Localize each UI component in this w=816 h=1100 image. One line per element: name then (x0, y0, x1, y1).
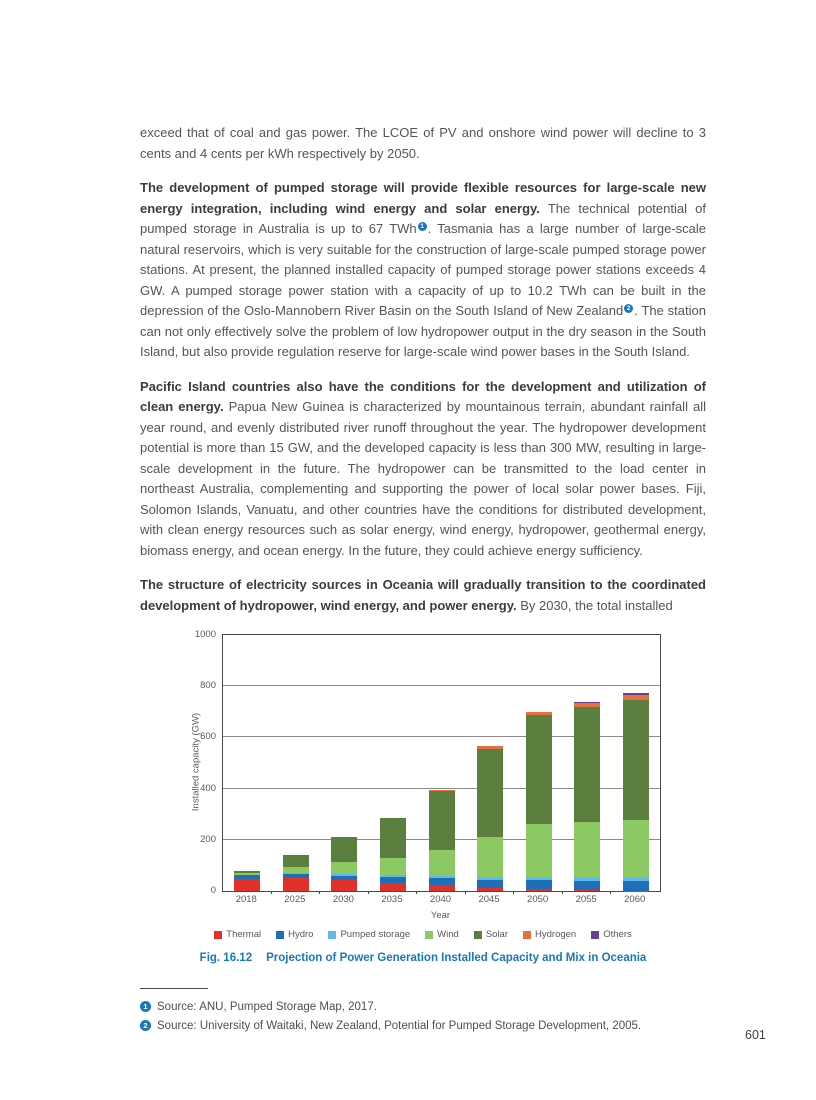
footnote-divider (140, 988, 208, 989)
bar-segment-2035-solar (380, 818, 406, 858)
legend-swatch-icon (214, 931, 222, 939)
legend-label: Thermal (226, 929, 262, 940)
paragraph-3 (140, 377, 706, 562)
x-tick-label-2055: 2055 (575, 894, 597, 905)
x-axis-tick (271, 891, 272, 894)
body-text-column (140, 123, 706, 1036)
bar-segment-2060-thermal (623, 891, 649, 892)
legend-item-pumped-storage (328, 929, 410, 940)
legend-swatch-icon (591, 931, 599, 939)
legend-swatch-icon (276, 931, 284, 939)
bar-segment-2040-solar (429, 791, 455, 850)
bar-segment-2030-wind (331, 862, 357, 874)
figure-16-12 (140, 630, 706, 970)
bar-segment-2050-solar (526, 715, 552, 823)
y-tick-label-0: 0 (210, 885, 216, 896)
stacked-bar-2045 (477, 746, 503, 891)
footnote-2-number-icon: 2 (140, 1020, 151, 1031)
bar-segment-2055-thermal (574, 890, 600, 891)
bar-segment-2025-solar (283, 855, 309, 867)
legend-swatch-icon (425, 931, 433, 939)
x-axis-tick (562, 891, 563, 894)
x-tick-label-2030: 2030 (332, 894, 354, 905)
legend-item-solar (474, 929, 508, 940)
legend-item-wind (425, 929, 459, 940)
chart-plot-area (222, 634, 661, 892)
footnote-2 (140, 1017, 706, 1036)
x-tick-label-2018: 2018 (235, 894, 257, 905)
legend-swatch-icon (474, 931, 482, 939)
x-axis-tick (465, 891, 466, 894)
legend-item-hydro (276, 929, 313, 940)
legend-swatch-icon (328, 931, 336, 939)
paragraph-2-text-1: The technical potential of pumped storage in Australia is up to 67 TWh (140, 200, 706, 236)
stacked-bar-2030 (331, 837, 357, 891)
bar-segment-2045-thermal (477, 888, 503, 891)
footnote-1-number-icon: 1 (140, 1001, 151, 1012)
bar-segment-2040-thermal (429, 885, 455, 891)
bar-segment-2050-hydro (526, 880, 552, 889)
bar-segment-2050-wind (526, 824, 552, 877)
paragraph-1-text: exceed that of coal and gas power. The LCOE of PV and onshore wind power will decline to 3 cents and 4 cents per kWh respectively by 2050. (140, 125, 706, 161)
paragraph-2-lead: The development of pumped storage will provide flexible resources for large-scale new energy integration, including wind energy and solar energy. (140, 180, 706, 216)
bar-segment-2055-hydro (574, 881, 600, 890)
paragraph-3-lead: Pacific Island countries also have the conditions for the development and utilization of clean energy. (140, 378, 706, 414)
x-axis-tick (368, 891, 369, 894)
legend-item-thermal (214, 929, 261, 940)
x-axis-tick (513, 891, 514, 894)
footnotes-section (140, 988, 706, 1036)
bar-segment-2055-wind (574, 822, 600, 877)
legend-item-hydrogen (523, 929, 576, 940)
legend-label: Hydro (288, 929, 314, 940)
bar-segment-2045-solar (477, 749, 503, 837)
y-axis-tick-labels (140, 630, 216, 894)
legend-label: Pumped storage (340, 929, 411, 940)
stacked-bar-2040 (429, 790, 455, 891)
x-axis-tick (416, 891, 417, 894)
paragraph-4-text: By 2030, the total installed (516, 597, 673, 613)
bar-segment-2018-thermal (234, 879, 260, 891)
legend-label: Wind (437, 929, 459, 940)
y-tick-label-600: 600 (200, 731, 216, 743)
x-tick-label-2040: 2040 (429, 894, 452, 905)
bar-segment-2030-solar (331, 837, 357, 863)
stacked-bar-2035 (380, 818, 406, 891)
figure-caption-label: Fig. 16.12 (199, 952, 253, 964)
legend-swatch-icon (523, 931, 531, 939)
page-number: 601 (745, 1028, 766, 1042)
x-tick-label-2025: 2025 (284, 894, 306, 905)
footnote-1-text: Source: ANU, Pumped Storage Map, 2017. (157, 1001, 377, 1013)
figure-caption (140, 952, 706, 964)
footnote-2-text: Source: University of Waitaki, New Zealand, Potential for Pumped Storage Development, 2005. (157, 1020, 642, 1032)
bar-segment-2035-thermal (380, 883, 406, 891)
x-tick-label-2050: 2050 (527, 894, 549, 905)
paragraph-3-text: Papua New Guinea is characterized by mountainous terrain, abundant rainfall all year round, and evenly distributed river runoff throughout the year. The hydropower development potential is more than 15 GW, and the developed capacity is less than 300 MW, resulting in large-scale development in the future. The hydropower can be transmitted to the load center in northeast Australia, complementing and supporting the power of local solar power bases. Fiji, Solomon Islands, Vanuatu, and other countries have the conditions for distributed development, with clean energy resources such as solar energy, wind energy, hydropower, geothermal energy, biomass energy, and ocean energy. In the future, they could achieve energy sufficiency. (140, 399, 707, 558)
bar-segment-2040-wind (429, 850, 455, 876)
bar-segment-2055-solar (574, 707, 600, 822)
chart-legend (140, 929, 706, 940)
bar-segment-2045-wind (477, 837, 503, 877)
paragraph-4-lead: The structure of electricity sources in Oceania will gradually transition to the coordinated development of hydropower, wind energy, and power energy. (140, 577, 706, 613)
x-axis-title: Year (430, 910, 451, 921)
paragraph-4 (140, 575, 706, 616)
legend-item-others (591, 929, 632, 940)
x-axis-tick (319, 891, 320, 894)
stacked-bar-2050 (526, 712, 552, 891)
x-tick-label-2035: 2035 (381, 894, 403, 905)
stacked-bar-2025 (283, 855, 309, 891)
x-axis-tick (610, 891, 611, 894)
footnote-marker-2: 2 (624, 304, 633, 313)
stacked-bar-2018 (234, 871, 260, 891)
bar-segment-2035-wind (380, 858, 406, 875)
stacked-bar-2060 (623, 693, 649, 891)
paragraph-2-text-2: . Tasmania has a large number of large-scale natural reservoirs, which is very suitable for the construction of large-scale pumped storage power stations. At present, the planned installed capacity of pumped storage power stations exceeds 4 GW. A pumped storage power station with a capacity of up to 10.2 TWh can be built in the depression of the Oslo-Mannobern River Basin on the South Island of New Zealand (140, 221, 706, 318)
bar-segment-2060-hydro (623, 881, 649, 890)
bar-segment-2060-solar (623, 700, 649, 820)
bar-segment-2025-wind (283, 867, 309, 874)
legend-label: Others (603, 929, 632, 940)
paragraph-1 (140, 123, 706, 164)
footnote-marker-1: 1 (418, 222, 427, 231)
figure-caption-text: Projection of Power Generation Installed Capacity and Mix in Oceania (266, 952, 647, 964)
stacked-bar-2055 (574, 702, 600, 891)
bar-segment-2030-thermal (331, 880, 357, 891)
y-tick-label-1000: 1000 (194, 629, 216, 640)
paragraph-2 (140, 178, 706, 363)
y-tick-label-400: 400 (200, 782, 216, 794)
bar-segment-2025-thermal (283, 878, 309, 891)
legend-label: Solar (485, 929, 509, 940)
bar-segment-2040-hydro (429, 878, 455, 885)
x-tick-label-2060: 2060 (624, 894, 646, 905)
bar-segment-2045-hydro (477, 880, 503, 888)
bar-segment-2050-thermal (526, 889, 552, 891)
gridline-800 (223, 685, 660, 686)
footnote-1 (140, 998, 706, 1017)
y-tick-label-800: 800 (200, 680, 216, 692)
x-tick-label-2045: 2045 (478, 894, 500, 905)
legend-label: Hydrogen (535, 929, 577, 940)
bar-segment-2060-wind (623, 820, 649, 878)
y-axis-title: Installed capacity (GW) (190, 712, 202, 812)
paragraph-2-text-3: . The station can not only effectively solve the problem of low hydropower output in the dry season in the South Island, but also provide regulation reserve for large-scale wind power bases in the South Island. (140, 303, 706, 359)
y-tick-label-200: 200 (200, 833, 216, 845)
